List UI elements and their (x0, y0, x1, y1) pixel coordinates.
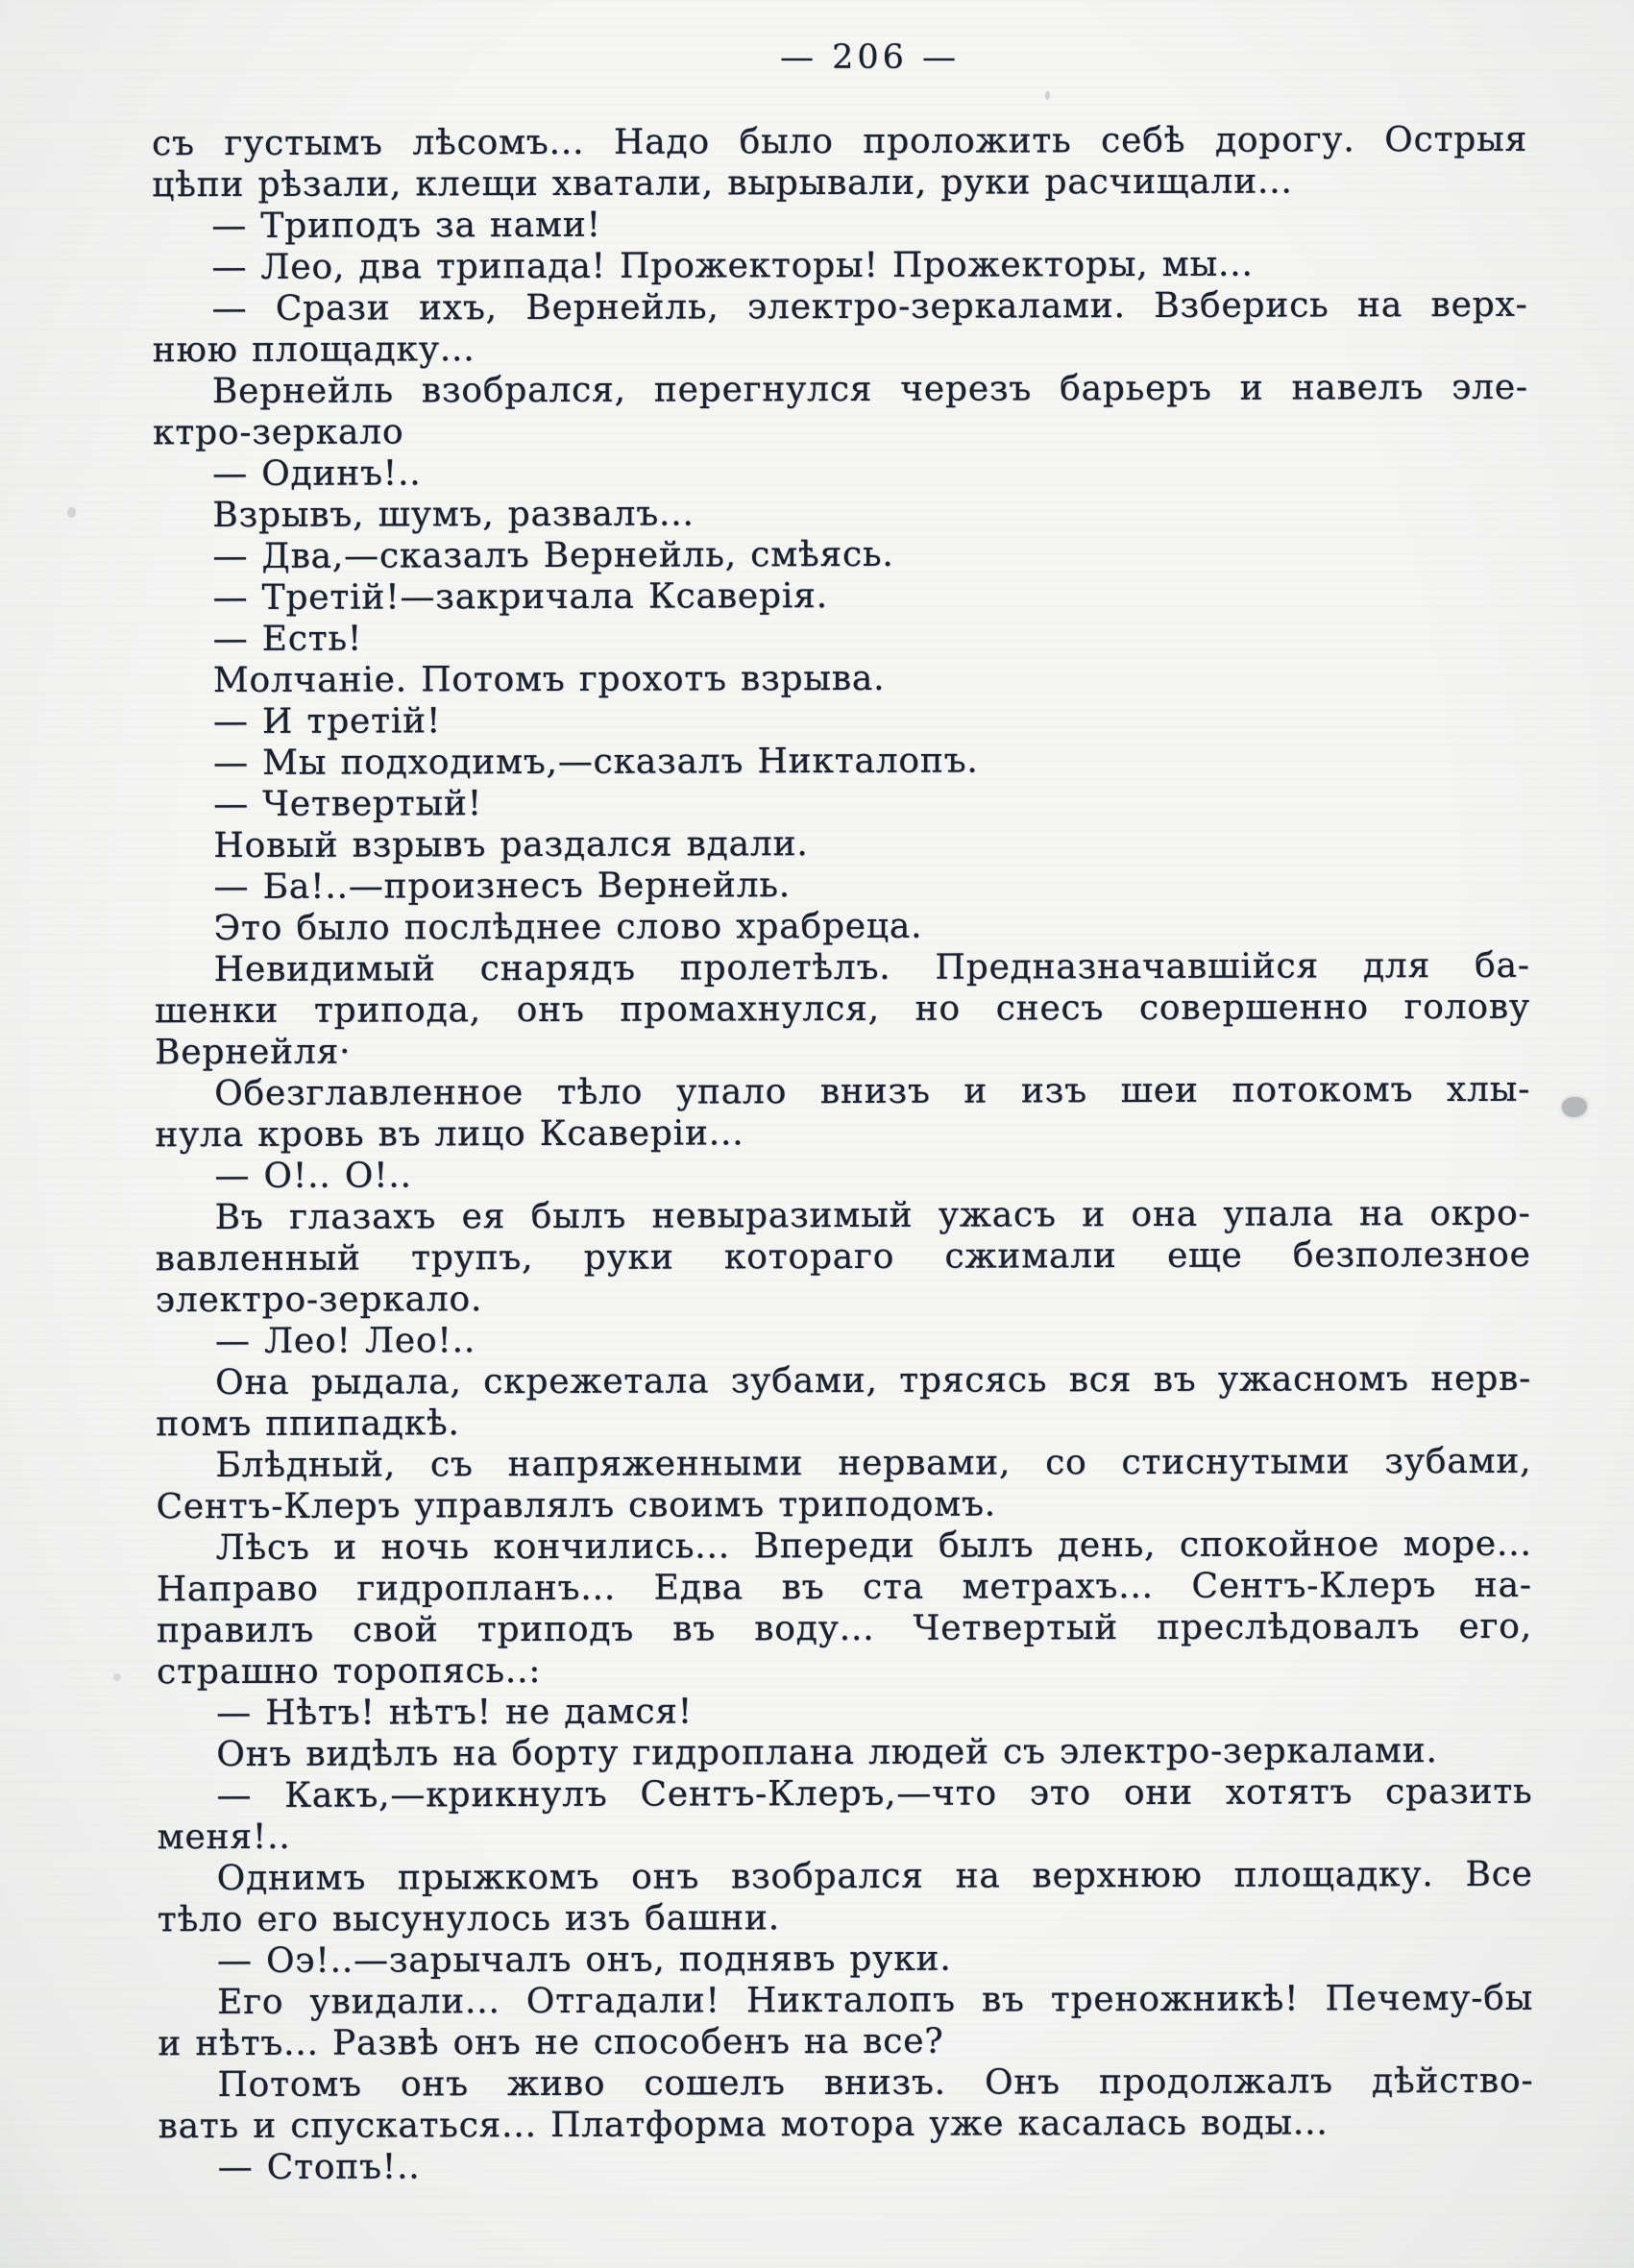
paragraph (153, 450, 1528, 495)
text-line: — Нѣтъ! нѣтъ! не дамся! (216, 1692, 694, 1734)
text-line: Взрывъ, шумъ, развалъ... (212, 494, 695, 536)
paragraph (155, 1152, 1530, 1197)
paragraph (156, 1317, 1531, 1362)
text-line: Вернейля· (154, 1032, 352, 1073)
text-line: — Четвертый! (213, 784, 483, 825)
text-line: Вернейль взобрался, перегнулся черезъ барьеръ и навелъ эле- (211, 367, 1528, 412)
ink-speck (1562, 1097, 1587, 1117)
paragraph (156, 1358, 1531, 1445)
paragraph (157, 1771, 1532, 1858)
text-line: — Два,—сказалъ Вернейль, смѣясь. (212, 534, 894, 577)
text-line: — Мы подходимъ,—сказалъ Никталопъ. (213, 741, 979, 784)
text-line: шенки трипода, онъ промахнулся, но снесъ совершенно голову (154, 987, 1530, 1032)
paragraph (158, 1978, 1533, 2064)
text-line: правилъ свой триподъ въ воду... Четвертый преслѣдовалъ его, (156, 1606, 1532, 1651)
paragraph (155, 1069, 1530, 1156)
text-line: съ густымъ лѣсомъ... Надо было проложить себѣ дорогу. Острыя (152, 119, 1528, 164)
paragraph (154, 739, 1529, 784)
page-number: — 206 — (779, 38, 961, 77)
paragraph (155, 945, 1530, 1073)
paragraph (152, 202, 1527, 247)
text-line: страшно торопясь..: (157, 1650, 542, 1693)
text-line: — Лео, два трипада! Прожекторы! Прожекторы, мы... (211, 244, 1254, 288)
text-line: нула кровь въ лицо Ксаверіи... (155, 1113, 744, 1156)
paragraph (152, 243, 1527, 288)
ink-speck (67, 507, 76, 518)
text-line: — Оэ!..—зарычалъ онъ, поднявъ руки. (216, 1939, 952, 1982)
text-line: Блѣдный, съ напряженными нервами, со стиснутыми зубами, (215, 1441, 1532, 1486)
text-line: Въ глазахъ ея былъ невыразимый ужасъ и она упала на окро- (214, 1193, 1531, 1238)
text-line: тѣло его высунулось изъ башни. (157, 1898, 781, 1940)
paragraph (157, 1730, 1532, 1775)
text-line: — Срази ихъ, Вернейль, электро-зеркалами. Взберись на верх- (211, 284, 1528, 329)
text-block (152, 119, 1534, 2188)
text-line: вавленный трупъ, руки котораго сжимали еще безполезное (155, 1234, 1531, 1280)
text-line: — И третій! (212, 701, 442, 743)
text-line: — Триподъ за нами! (211, 205, 601, 247)
text-line: — Третій!—закричала Ксаверія. (212, 576, 828, 619)
paragraph (159, 2143, 1534, 2188)
ink-speck (1045, 91, 1050, 100)
paragraph (152, 119, 1527, 206)
paragraph (156, 1193, 1531, 1321)
text-line: вать и спускаться... Платформа мотора уже касалась воды... (158, 2103, 1329, 2147)
text-line: Направо гидропланъ... Едва въ ста метрахъ... Сентъ-Клеръ на- (156, 1565, 1532, 1610)
paragraph (153, 491, 1528, 536)
paragraph (153, 573, 1528, 619)
text-line: нюю площадку... (152, 329, 476, 371)
text-line: Обезглавленное тѣло упало внизъ и изъ шеи потокомъ хлы- (214, 1069, 1531, 1114)
text-line: — Есть! (212, 619, 363, 660)
text-line: Невидимый снарядъ пролетѣлъ. Предназначавшійся для ба- (213, 945, 1530, 990)
paragraph (153, 284, 1528, 371)
paragraph (157, 1524, 1533, 1693)
paragraph (158, 2061, 1533, 2147)
text-line: Его увидали... Отгадали! Никталопъ въ треножникѣ! Печему-бы (217, 1978, 1534, 2023)
text-line: Лѣсъ и ночь кончились... Впереди былъ день, спокойное море... (215, 1524, 1532, 1569)
text-line: — Лео! Лео!.. (214, 1321, 476, 1362)
paragraph (154, 863, 1529, 908)
text-line: — Стопъ!.. (217, 2147, 421, 2188)
text-line: Она рыдала, скрежетала зубами, трясясь вся въ ужасномъ нерв- (215, 1358, 1532, 1403)
paragraph (154, 615, 1529, 660)
ink-speck (113, 1673, 121, 1681)
text-line: Новый взрывъ раздался вдали. (213, 824, 809, 866)
text-line: — О!.. О!.. (214, 1156, 412, 1197)
text-line: — Какъ,—крикнулъ Сентъ-Клеръ,—что это они хотятъ сразить (216, 1771, 1533, 1817)
text-line: Потомъ онъ живо сошелъ внизъ. Онъ продолжалъ дѣйство- (217, 2061, 1534, 2106)
text-line: цѣпи рѣзали, клещи хватали, вырывали, руки расчищали... (152, 161, 1293, 206)
text-line: ктро-зеркало (152, 412, 404, 453)
text-line: меня!.. (157, 1817, 291, 1858)
text-line: — Одинъ!.. (212, 453, 422, 495)
text-line: Онъ видѣлъ на борту гидроплана людей съ электро-зеркалами. (216, 1731, 1438, 1775)
paragraph (153, 367, 1528, 453)
paragraph (154, 656, 1529, 701)
paragraph (156, 1441, 1531, 1527)
text-line: Это было послѣднее слово храбреца. (213, 906, 923, 949)
paragraph (157, 1689, 1532, 1734)
text-line: Молчаніе. Потомъ грохотъ взрыва. (212, 658, 886, 701)
text-line: электро-зеркало. (155, 1280, 483, 1321)
text-line: — Ба!..—произнесъ Вернейль. (213, 866, 792, 908)
paragraph (158, 1937, 1533, 1982)
paragraph (154, 780, 1529, 825)
paragraph (153, 532, 1528, 577)
text-line: Сентъ-Клеръ управлялъ своимъ триподомъ. (156, 1484, 997, 1527)
paragraph (154, 697, 1529, 743)
paragraph (155, 904, 1530, 949)
text-line: помъ ппипадкѣ. (156, 1403, 460, 1445)
text-line: и нѣтъ... Развѣ онъ не способенъ на все? (158, 2021, 944, 2064)
text-line: Однимъ прыжкомъ онъ взобрался на верхнюю площадку. Все (216, 1854, 1533, 1899)
paragraph (154, 821, 1529, 866)
paragraph (158, 1854, 1533, 1940)
